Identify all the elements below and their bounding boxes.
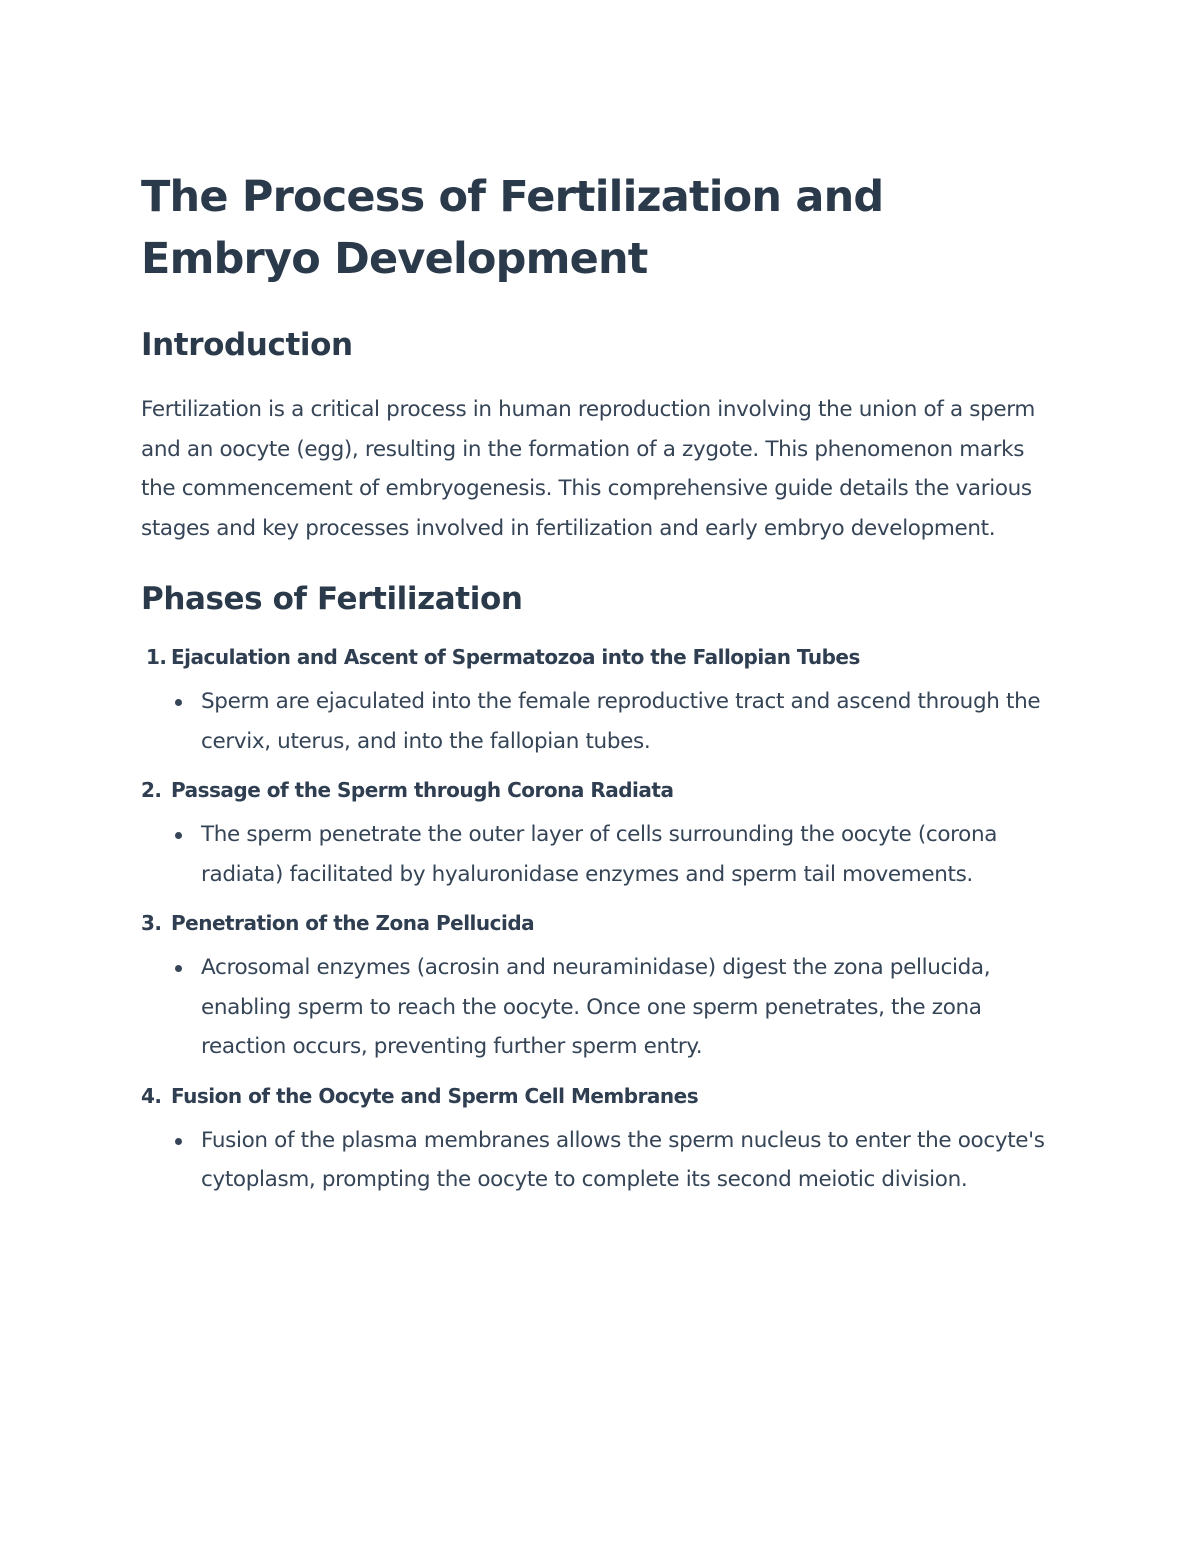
bullet-item: [141, 948, 1061, 1067]
phase-number: 3.: [141, 911, 162, 935]
phase-number: 1.: [146, 645, 167, 669]
bullet-text: Acrosomal enzymes (acrosin and neuraminidase) digest the zona pellucida, enabling sperm to reach the oocyte. Once one sperm penetrates, the zona reaction occurs, preventing further sperm entry.: [201, 955, 991, 1059]
phase-heading: [141, 1081, 1061, 1111]
section-heading-phases: Phases of Fertilization: [141, 581, 523, 617]
bullet-icon: [171, 1121, 201, 1200]
phase-title: Penetration of the Zona Pellucida: [171, 911, 535, 935]
phase-number: 4.: [141, 1083, 162, 1108]
bullet-icon: [171, 948, 201, 1067]
bullet-text: The sperm penetrate the outer layer of cells surrounding the oocyte (corona radiata) facilitated by hyaluronidase enzymes and sperm tail movements.: [201, 822, 998, 887]
bullet-text: Sperm are ejaculated into the female reproductive tract and ascend through the cervix, uterus, and into the fallopian tubes.: [201, 689, 1041, 754]
phase-heading: [141, 775, 1061, 805]
bullet-icon: [171, 682, 201, 761]
phase-item: [141, 775, 1061, 894]
bullet-item: [141, 682, 1061, 761]
bullet-list: [141, 682, 1061, 761]
phase-item: [141, 1081, 1061, 1200]
phase-title: Fusion of the Oocyte and Sperm Cell Membranes: [171, 1083, 699, 1108]
introduction-paragraph: Fertilization is a critical process in human reproduction involving the union of a sperm and an oocyte (egg), resulting in the formation of a zygote. This phenomenon marks the commencement of embryogenesis. This comprehensive guide details the various stages and key processes involved in fertilization and early embryo development.: [141, 397, 1036, 541]
section-heading-introduction: Introduction: [141, 327, 353, 363]
bullet-list: [141, 948, 1061, 1067]
phase-heading: [141, 642, 1061, 672]
phase-title: Passage of the Sperm through Corona Radiata: [171, 778, 674, 802]
bullet-item: [141, 815, 1061, 894]
phase-heading: [141, 908, 1061, 938]
bullet-list: [141, 1121, 1061, 1200]
page-title: The Process of Fertilization and Embryo Development: [141, 172, 884, 284]
phases-list: [141, 642, 1061, 1200]
bullet-list: [141, 815, 1061, 894]
document-page: [141, 166, 1061, 1200]
bullet-text: Fusion of the plasma membranes allows the sperm nucleus to enter the oocyte's cytoplasm, prompting the oocyte to complete its second meiotic division.: [201, 1127, 1045, 1192]
bullet-icon: [171, 815, 201, 894]
bullet-item: [141, 1121, 1061, 1200]
phase-title: Ejaculation and Ascent of Spermatozoa into the Fallopian Tubes: [171, 645, 860, 669]
phase-item: [141, 642, 1061, 761]
phase-number: 2.: [141, 778, 162, 802]
phase-item: [141, 908, 1061, 1067]
